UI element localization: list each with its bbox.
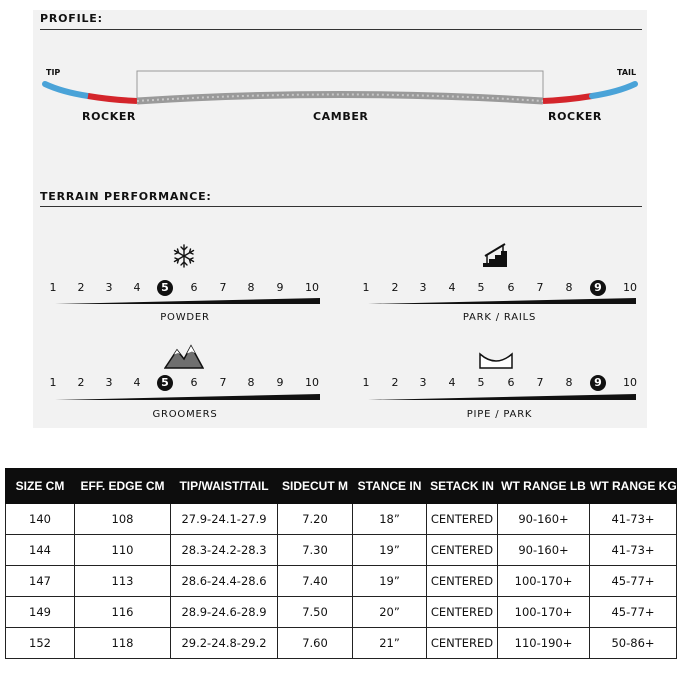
park-rails-wedge: [368, 298, 636, 306]
cell-eff-edge: 116: [75, 597, 171, 628]
park-rails-scale-4: 4: [448, 281, 456, 294]
snowflake-icon: [172, 244, 196, 268]
profile-title: PROFILE:: [40, 12, 103, 25]
cell-tip-waist-tail: 29.2-24.8-29.2: [171, 628, 278, 659]
pipe-park-scale-9-selected: 9: [590, 375, 606, 391]
pipe-park-scale-7: 7: [536, 376, 544, 389]
cell-tip-waist-tail: 27.9-24.1-27.9: [171, 504, 278, 535]
park-rails-scale-6: 6: [507, 281, 515, 294]
cell-sidecut: 7.30: [278, 535, 353, 566]
header-wt-lb: WT RANGE LB: [498, 469, 590, 504]
groomers-wedge: [55, 394, 320, 402]
groomers-scale-8: 8: [247, 376, 255, 389]
left-rocker-segment: [88, 96, 137, 101]
pipe-park-scale-4: 4: [448, 376, 456, 389]
powder-scale-3: 3: [105, 281, 113, 294]
powder-scale-8: 8: [247, 281, 255, 294]
powder-scale-5-selected: 5: [157, 280, 173, 296]
table-row: [6, 504, 677, 535]
tip-segment: [45, 84, 88, 96]
table-row: [6, 566, 677, 597]
park-rails-scale-1: 1: [362, 281, 370, 294]
cell-tip-waist-tail: 28.9-24.6-28.9: [171, 597, 278, 628]
stair-rail-icon: [481, 241, 509, 269]
groomers-scale-10: 10: [305, 376, 319, 389]
groomers-scale-6: 6: [190, 376, 198, 389]
tip-label: TIP: [46, 68, 61, 77]
pipe-park-scale-2: 2: [391, 376, 399, 389]
header-wt-kg: WT RANGE KG: [590, 469, 677, 504]
cell-stance: 20”: [353, 597, 427, 628]
park-rails-scale-5: 5: [477, 281, 485, 294]
powder-scale-4: 4: [133, 281, 141, 294]
specs-table: [5, 468, 677, 659]
groomers-scale-1: 1: [49, 376, 57, 389]
rocker-right-label: ROCKER: [548, 110, 603, 123]
pipe-park-scale-6: 6: [507, 376, 515, 389]
cell-sidecut: 7.50: [278, 597, 353, 628]
profile-divider: [40, 29, 642, 30]
cell-wt-lb: 100-170+: [498, 597, 590, 628]
powder-scale-6: 6: [190, 281, 198, 294]
cell-size: 144: [6, 535, 75, 566]
powder-wedge: [55, 298, 320, 306]
powder-scale-2: 2: [77, 281, 85, 294]
camber-label: CAMBER: [313, 110, 369, 123]
park-rails-scale-7: 7: [536, 281, 544, 294]
table-row: [6, 597, 677, 628]
header-tip-waist-tail: TIP/WAIST/TAIL: [171, 469, 278, 504]
tail-segment: [592, 84, 635, 96]
cell-size: 140: [6, 504, 75, 535]
groomers-scale-7: 7: [219, 376, 227, 389]
cell-stance: 19”: [353, 566, 427, 597]
cell-stance: 18”: [353, 504, 427, 535]
terrain-divider: [40, 206, 642, 207]
pipe-park-scale-8: 8: [565, 376, 573, 389]
cell-setback: CENTERED: [427, 597, 498, 628]
table-row: [6, 535, 677, 566]
cell-setback: CENTERED: [427, 566, 498, 597]
header-stance: STANCE IN: [353, 469, 427, 504]
cell-eff-edge: 108: [75, 504, 171, 535]
groomers-label: GROOMERS: [152, 409, 218, 420]
park-rails-scale-2: 2: [391, 281, 399, 294]
specs-header-row: [6, 469, 677, 504]
cell-sidecut: 7.40: [278, 566, 353, 597]
cell-wt-kg: 45-77+: [590, 566, 677, 597]
cell-wt-lb: 100-170+: [498, 566, 590, 597]
halfpipe-icon: [478, 352, 514, 370]
pipe-park-scale-3: 3: [419, 376, 427, 389]
cell-wt-kg: 41-73+: [590, 504, 677, 535]
cell-size: 149: [6, 597, 75, 628]
groomers-scale: [45, 375, 325, 393]
cell-wt-kg: 50-86+: [590, 628, 677, 659]
pipe-park-scale-10: 10: [623, 376, 637, 389]
cell-wt-lb: 90-160+: [498, 504, 590, 535]
groomers-scale-5-selected: 5: [157, 375, 173, 391]
park-rails-scale-10: 10: [623, 281, 637, 294]
table-row: [6, 628, 677, 659]
park-rails-scale-9-selected: 9: [590, 280, 606, 296]
header-size: SIZE CM: [6, 469, 75, 504]
header-eff-edge: EFF. EDGE CM: [75, 469, 171, 504]
cell-setback: CENTERED: [427, 504, 498, 535]
cell-wt-lb: 110-190+: [498, 628, 590, 659]
cell-tip-waist-tail: 28.6-24.4-28.6: [171, 566, 278, 597]
cell-sidecut: 7.60: [278, 628, 353, 659]
powder-label: POWDER: [160, 312, 210, 323]
cell-wt-lb: 90-160+: [498, 535, 590, 566]
cell-wt-kg: 45-77+: [590, 597, 677, 628]
pipe-park-wedge: [368, 394, 636, 402]
groomers-scale-4: 4: [133, 376, 141, 389]
cell-wt-kg: 41-73+: [590, 535, 677, 566]
cell-tip-waist-tail: 28.3-24.2-28.3: [171, 535, 278, 566]
tail-label: TAIL: [617, 68, 637, 77]
powder-scale-9: 9: [276, 281, 284, 294]
cell-setback: CENTERED: [427, 535, 498, 566]
cell-size: 152: [6, 628, 75, 659]
right-rocker-segment: [543, 96, 592, 101]
cell-sidecut: 7.20: [278, 504, 353, 535]
pipe-park-label: PIPE / PARK: [466, 409, 533, 420]
powder-scale-1: 1: [49, 281, 57, 294]
groomers-scale-3: 3: [105, 376, 113, 389]
cell-stance: 19”: [353, 535, 427, 566]
pipe-park-scale-5: 5: [477, 376, 485, 389]
groomers-scale-9: 9: [276, 376, 284, 389]
rocker-left-label: ROCKER: [82, 110, 137, 123]
cell-size: 147: [6, 566, 75, 597]
cell-eff-edge: 118: [75, 628, 171, 659]
powder-scale-7: 7: [219, 281, 227, 294]
cell-setback: CENTERED: [427, 628, 498, 659]
park-rails-scale-3: 3: [419, 281, 427, 294]
pipe-park-scale: [357, 375, 642, 393]
cell-eff-edge: 110: [75, 535, 171, 566]
park-rails-label: PARK / RAILS: [462, 312, 537, 323]
mountain-icon: [164, 341, 204, 369]
powder-scale: [45, 280, 325, 298]
pipe-park-scale-1: 1: [362, 376, 370, 389]
header-sidecut: SIDECUT M: [278, 469, 353, 504]
groomers-scale-2: 2: [77, 376, 85, 389]
terrain-title: TERRAIN PERFORMANCE:: [40, 190, 212, 203]
park-rails-scale-8: 8: [565, 281, 573, 294]
park-rails-scale: [357, 280, 642, 298]
header-setback: SETACK IN: [427, 469, 498, 504]
cell-stance: 21”: [353, 628, 427, 659]
powder-scale-10: 10: [305, 281, 319, 294]
cell-eff-edge: 113: [75, 566, 171, 597]
